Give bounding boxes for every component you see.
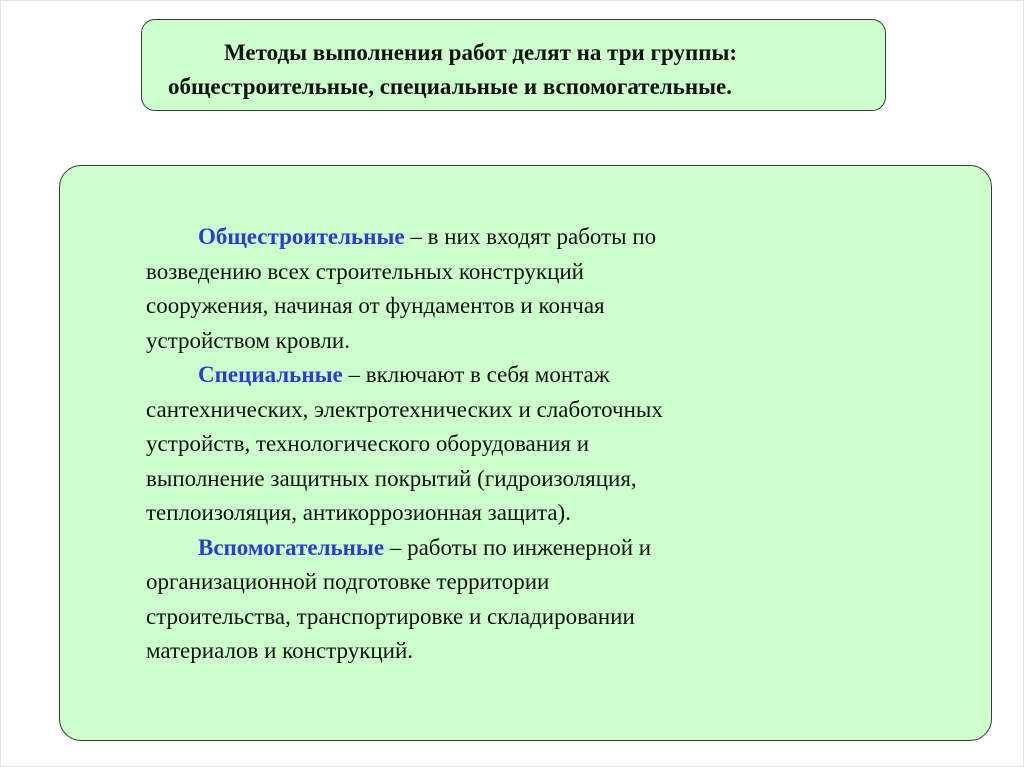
- section-line: [146, 220, 846, 255]
- section-line: устройств, технологического оборудования и: [146, 431, 589, 456]
- section-line: устройством кровли.: [146, 327, 350, 353]
- section-line: организационной подготовке территории: [146, 569, 550, 594]
- section-special: [146, 358, 846, 531]
- section-line: [146, 531, 846, 566]
- section-line: сантехнических, электротехнических и слаботочных: [146, 396, 663, 422]
- section-text: – включают в себя монтаж: [342, 362, 610, 387]
- title-line-2: общестроительные, специальные и вспомогательные.: [168, 74, 733, 99]
- title-line-1: Методы выполнения работ делят на три группы:: [224, 40, 738, 65]
- title-box: [141, 19, 886, 111]
- content-box: [59, 165, 992, 741]
- section-term: Специальные: [198, 362, 343, 387]
- section-line: сооружения, начиная от фундаментов и кончая: [146, 293, 605, 318]
- section-line: выполнение защитных покрытий (гидроизоляция,: [146, 465, 637, 491]
- section-line: возведению всех строительных конструкций: [146, 258, 584, 284]
- section-line: материалов и конструкций.: [146, 638, 414, 663]
- section-line: [146, 358, 846, 393]
- section-line: теплоизоляция, антикоррозионная защита).: [146, 500, 571, 525]
- section-text: – в них входят работы по: [404, 224, 657, 249]
- content-text: [146, 220, 846, 669]
- section-text: – работы по инженерной и: [384, 534, 652, 560]
- slide-title: [168, 36, 737, 104]
- section-auxiliary: [146, 531, 846, 669]
- section-general: [146, 220, 846, 358]
- section-line: строительства, транспортировке и складировании: [146, 603, 635, 629]
- section-term: Общестроительные: [198, 224, 405, 249]
- section-term: Вспомогательные: [198, 534, 385, 560]
